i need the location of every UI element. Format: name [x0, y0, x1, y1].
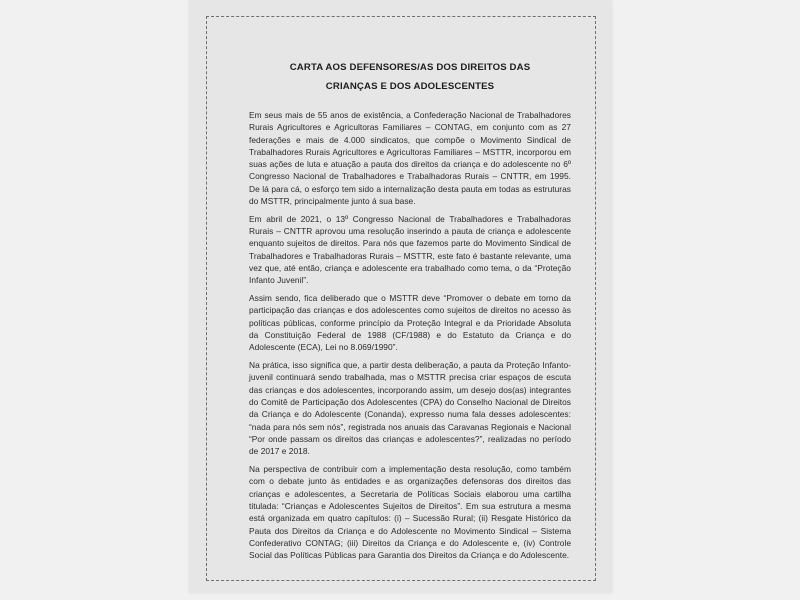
paragraph: Em seus mais de 55 anos de existência, a Confederação Nacional de Trabalhadores Rurais Agricultores e Agricultoras Familiares – CONTAG, em conjunto com as 27 federações e mais de 4.000 sindicatos, que compõe o Movimento Sindical de Trabalhadores Rurais Agricultores e Agricultoras Familiares – MSTTR, incorporou em suas ações de luta e atuação a pauta dos direitos da criança e do adolescente no 6º Congresso Nacional de Trabalhadores e Trabalhadoras Rurais – CNTTR, em 1995. De lá para cá, o esforço tem sido a internalização desta pauta em todas as estruturas do MSTTR, principalmente junto á sua base.: [249, 110, 571, 207]
letter-body: [249, 109, 571, 561]
paragraph: Em abril de 2021, o 13º Congresso Nacional de Trabalhadores e Trabalhadoras Rurais – CNTTR aprovou uma resolução inserindo a pauta de criança e adolescente enquanto sujeitos de direitos. Para nós que fazemos parte do Movimento Sindical de Trabalhadores e Trabalhadoras Rurais – MSTTR, este fato é bastante relevante, uma vez que, até então, criança e adolescente era trabalhado como tema, o da “Proteção Infanto Juvenil”.: [249, 213, 571, 286]
letter-title-line-1: CARTA AOS DEFENSORES/AS DOS DIREITOS DAS: [289, 62, 531, 73]
paragraph: Na prática, isso significa que, a partir desta deliberação, a pauta da Proteção Infanto-juvenil continuará sendo trabalhada, mas o MSTTR precisa criar espaços de escuta das crianças e dos adolescentes, incorporando assim, um desejo dos(as) integrantes do Comitê de Participação dos Adolescentes (CPA) do Conselho Nacional de Direitos da Criança e do Adolescente (Conanda), expresso numa fala desses adolescentes: “nada para nós sem nós”, registrada nos anuais das Caravanas Regionais e Nacional “Por onde passam os direitos das crianças e adolescentes?”, realizadas no período de 2017 e 2018.: [249, 360, 571, 457]
paragraph: Assim sendo, fica deliberado que o MSTTR deve “Promover o debate em torno da participação das crianças e dos adolescentes como sujeitos de direitos no acesso às políticas públicas, conforme princípio da Proteção Integral e da Prioridade Absoluta da Constituição Federal de 1988 (CF/1988) e do Estatuto da Criança e do Adolescente (ECA), Lei no 8.069/1990”.: [249, 293, 571, 353]
letter-content: [249, 58, 571, 561]
letter-title-line-2: CRIANÇAS E DOS ADOLESCENTES: [325, 81, 495, 92]
paragraph: Na perspectiva de contribuir com a implementação desta resolução, como também com o debate junto às entidades e as organizações defensoras dos direitos das crianças e adolescentes, a Secretaria de Políticas Sociais elaborou uma cartilha titulada: “Crianças e Adolescentes Sujeitos de Direitos”. Em sua estrutura a mesma está organizada em quatro capítulos: (i) – Sucessão Rural; (ii) Resgate Histórico da Pauta dos Direitos da Criança e do Adolescente no Movimento Sindical – Sistema Confederativo CONTAG; (iii) Direitos da Criança e do Adolescente e, (iv) Controle Social das Políticas Públicas para Garantia dos Direitos da Criança e do Adolescente.: [249, 464, 571, 561]
letter-title: [249, 58, 571, 96]
document-page: [189, 0, 612, 593]
